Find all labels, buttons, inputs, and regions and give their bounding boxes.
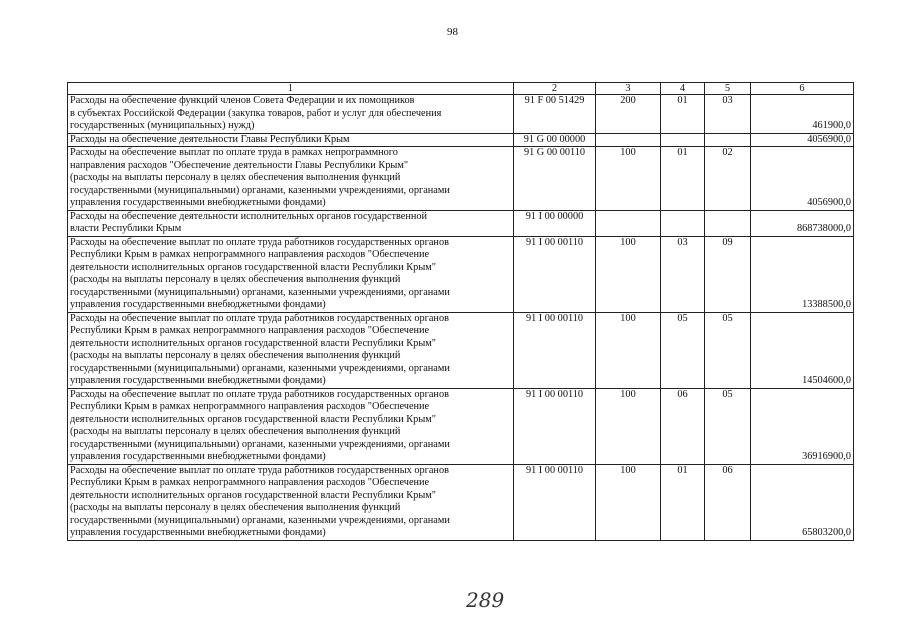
description-line: Республики Крым в рамках непрограммного направления расходов "Обеспечение — [70, 401, 430, 412]
description-line: государственных (муниципальных) нужд) — [70, 120, 255, 131]
row-expense-type — [596, 133, 661, 147]
budget-table-body — [68, 83, 854, 541]
description-line: управления государственными внебюджетными фондами) — [70, 375, 326, 386]
column-header: 1 — [68, 83, 514, 95]
description-line: государственными (муниципальными) органами, казенными учреждениями, органами — [70, 514, 450, 526]
row-code: 91 F 00 51429 — [514, 95, 596, 134]
page-number: 98 — [447, 26, 458, 38]
description-line: Расходы на обеспечение деятельности Главы Республики Крым — [70, 133, 350, 145]
row-section: 01 — [661, 95, 705, 134]
row-expense-type: 100 — [596, 464, 661, 540]
description-line: управления государственными внебюджетными фондами) — [70, 299, 326, 310]
row-description — [68, 95, 514, 134]
row-expense-type: 200 — [596, 95, 661, 134]
row-code: 91 I 00 00110 — [514, 464, 596, 540]
row-description — [68, 147, 514, 211]
table-row — [68, 147, 854, 211]
table-row — [68, 95, 854, 134]
row-subsection: 05 — [705, 312, 751, 388]
row-description — [68, 236, 514, 312]
description-line: (расходы на выплаты персоналу в целях обеспечения выполнения функций — [70, 502, 401, 513]
row-code: 91 G 00 00110 — [514, 147, 596, 211]
row-expense-type: 100 — [596, 236, 661, 312]
description-line: (расходы на выплаты персоналу в целях обеспечения выполнения функций — [70, 350, 401, 361]
column-header: 4 — [661, 83, 705, 95]
row-amount: 4056900,0 — [751, 147, 854, 211]
row-description — [68, 210, 514, 236]
row-section: 01 — [661, 464, 705, 540]
column-header: 3 — [596, 83, 661, 95]
description-line: Расходы на обеспечение выплат по оплате труда работников государственных органов — [70, 236, 449, 248]
description-line: Расходы на обеспечение деятельности исполнительных органов государственной — [70, 210, 428, 222]
row-subsection: 03 — [705, 95, 751, 134]
description-line: Расходы на обеспечение функций членов Совета Федерации и их помощников — [70, 95, 415, 106]
budget-table — [67, 82, 854, 541]
row-amount: 461900,0 — [751, 95, 854, 134]
row-description — [68, 312, 514, 388]
description-line: управления государственными внебюджетными фондами) — [70, 527, 326, 538]
row-expense-type — [596, 210, 661, 236]
row-section — [661, 210, 705, 236]
description-line: управления государственными внебюджетными фондами) — [70, 197, 326, 208]
row-subsection: 09 — [705, 236, 751, 312]
row-code: 91 I 00 00110 — [514, 236, 596, 312]
description-line: государственными (муниципальными) органами, казенными учреждениями, органами — [70, 286, 450, 298]
column-header: 5 — [705, 83, 751, 95]
row-section: 03 — [661, 236, 705, 312]
description-line: Расходы на обеспечение выплат по оплате труда работников государственных органов — [70, 464, 449, 476]
row-expense-type: 100 — [596, 312, 661, 388]
description-line: Республики Крым в рамках непрограммного направления расходов "Обеспечение — [70, 249, 430, 260]
row-subsection — [705, 133, 751, 147]
row-description — [68, 133, 514, 147]
row-amount: 4056900,0 — [751, 133, 854, 147]
row-code: 91 I 00 00110 — [514, 312, 596, 388]
row-amount: 36916900,0 — [751, 388, 854, 464]
row-expense-type: 100 — [596, 388, 661, 464]
description-line: государственными (муниципальными) органами, казенными учреждениями, органами — [70, 362, 450, 374]
row-section: 05 — [661, 312, 705, 388]
description-line: государственными (муниципальными) органами, казенными учреждениями, органами — [70, 184, 450, 196]
table-row — [68, 133, 854, 147]
table-header-row — [68, 83, 854, 95]
row-subsection: 06 — [705, 464, 751, 540]
row-subsection: 05 — [705, 388, 751, 464]
description-line: деятельности исполнительных органов государственной власти Республики Крым" — [70, 261, 436, 273]
column-header: 2 — [514, 83, 596, 95]
table-row — [68, 210, 854, 236]
row-section — [661, 133, 705, 147]
description-line: (расходы на выплаты персоналу в целях обеспечения выполнения функций — [70, 172, 401, 183]
row-code: 91 G 00 00000 — [514, 133, 596, 147]
table-row — [68, 312, 854, 388]
row-section: 01 — [661, 147, 705, 211]
description-line: (расходы на выплаты персоналу в целях обеспечения выполнения функций — [70, 426, 401, 437]
row-amount: 14504600,0 — [751, 312, 854, 388]
column-header: 6 — [751, 83, 854, 95]
description-line: государственными (муниципальными) органами, казенными учреждениями, органами — [70, 438, 450, 450]
description-line: деятельности исполнительных органов государственной власти Республики Крым" — [70, 489, 436, 501]
row-subsection — [705, 210, 751, 236]
description-line: Расходы на обеспечение выплат по оплате труда в рамках непрограммного — [70, 147, 398, 158]
row-description — [68, 464, 514, 540]
description-line: Расходы на обеспечение выплат по оплате труда работников государственных органов — [70, 312, 449, 324]
description-line: деятельности исполнительных органов государственной власти Республики Крым" — [70, 337, 436, 349]
description-line: власти Республики Крым — [70, 223, 182, 234]
table-row — [68, 388, 854, 464]
row-code: 91 I 00 00110 — [514, 388, 596, 464]
row-code: 91 I 00 00000 — [514, 210, 596, 236]
row-amount: 868738000,0 — [751, 210, 854, 236]
description-line: Республики Крым в рамках непрограммного направления расходов "Обеспечение — [70, 477, 430, 488]
row-amount: 13388500,0 — [751, 236, 854, 312]
description-line: Расходы на обеспечение выплат по оплате труда работников государственных органов — [70, 388, 449, 400]
table-row — [68, 236, 854, 312]
row-amount: 65803200,0 — [751, 464, 854, 540]
table-row — [68, 464, 854, 540]
row-section: 06 — [661, 388, 705, 464]
row-expense-type: 100 — [596, 147, 661, 211]
description-line: направления расходов "Обеспечение деятельности Главы Республики Крым" — [70, 159, 409, 171]
description-line: в субъектах Российской Федерации (закупка товаров, работ и услуг для обеспечения — [70, 107, 442, 119]
description-line: Республики Крым в рамках непрограммного направления расходов "Обеспечение — [70, 325, 430, 336]
description-line: управления государственными внебюджетными фондами) — [70, 451, 326, 462]
handwritten-page-mark: 289 — [466, 588, 505, 612]
description-line: деятельности исполнительных органов государственной власти Республики Крым" — [70, 413, 436, 425]
row-subsection: 02 — [705, 147, 751, 211]
row-description — [68, 388, 514, 464]
description-line: (расходы на выплаты персоналу в целях обеспечения выполнения функций — [70, 274, 401, 285]
